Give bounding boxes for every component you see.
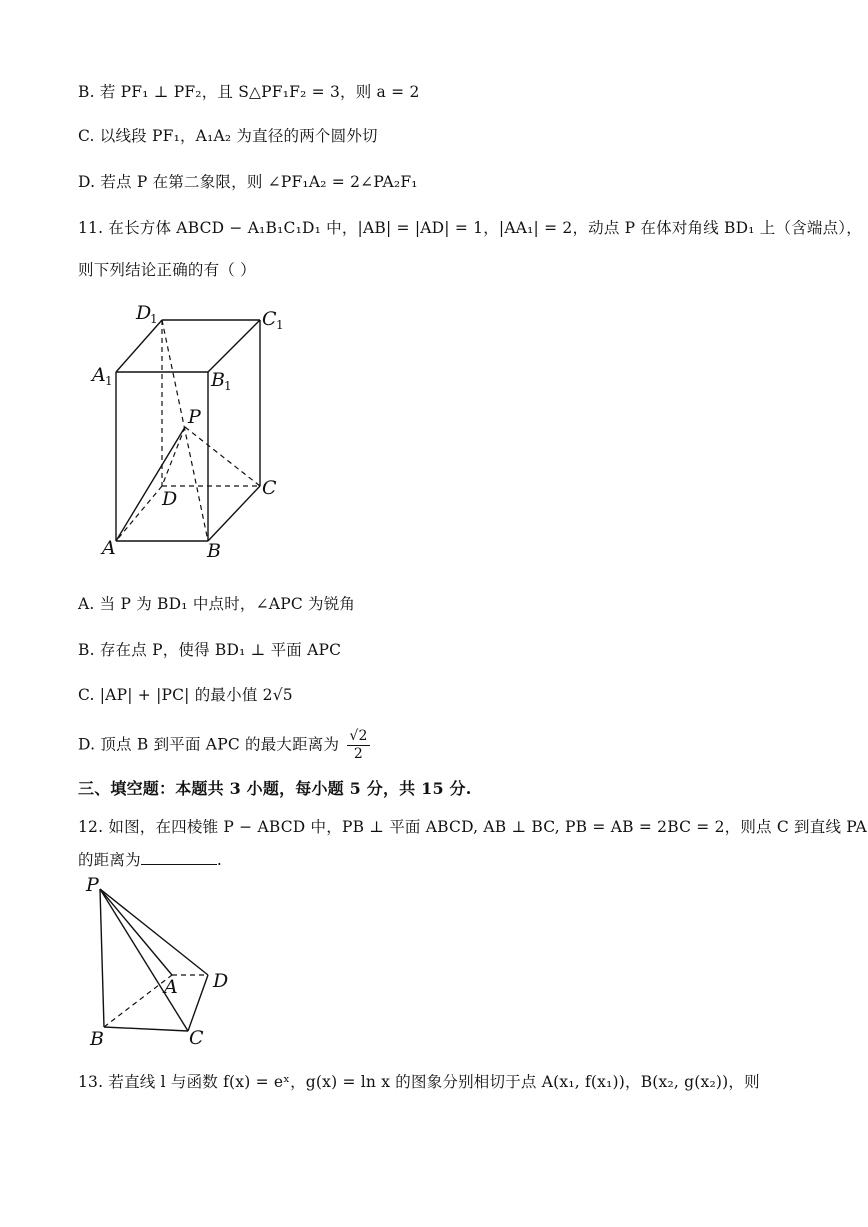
label-d1: D — [136, 302, 152, 324]
q12-pyramid-figure — [80, 875, 250, 1055]
label-p: P — [86, 875, 99, 896]
label-a1: A — [92, 364, 106, 386]
label-d: D — [213, 970, 229, 992]
label-b: B — [207, 540, 221, 562]
q10-option-d: D. 若点 P 在第二象限，则 ∠PF₁A₂ = 2∠PA₂F₁ — [78, 173, 418, 191]
q11-option-d — [78, 728, 370, 763]
q11-option-a: A. 当 P 为 BD₁ 中点时，∠APC 为锐角 — [78, 595, 356, 613]
answer-blank — [141, 850, 217, 865]
label-d: D — [162, 488, 178, 510]
q11-cuboid-figure — [90, 295, 310, 565]
label-c1-sub: 1 — [276, 318, 284, 332]
fraction-denominator: 2 — [353, 746, 364, 762]
q11-stem-line1: 11. 在长方体 ABCD − A₁B₁C₁D₁ 中，|AB| = |AD| = 1，|AA₁| = 2，动点 P 在体对角线 BD₁ 上（含端点）， — [78, 219, 862, 237]
fraction-numerator: √2 — [349, 728, 368, 744]
q11-option-d-fraction — [347, 728, 369, 763]
q10-option-c: C. 以线段 PF₁，A₁A₂ 为直径的两个圆外切 — [78, 127, 378, 145]
q11-option-d-text: D. 顶点 B 到平面 APC 的最大距离为 — [78, 735, 340, 754]
label-c: C — [189, 1027, 204, 1049]
label-b1-sub: 1 — [224, 379, 232, 393]
label-d1-sub: 1 — [150, 312, 158, 326]
label-a: A — [164, 976, 178, 998]
q12-stem-line2-prefix: 的距离为 — [78, 851, 141, 869]
q12-stem-line2-suffix: . — [216, 851, 222, 869]
label-a: A — [102, 537, 116, 559]
label-c1: C — [262, 308, 277, 330]
q13-stem-line1: 13. 若直线 l 与函数 f(x) = eˣ，g(x) = ln x 的图象分别相切于点 A(x₁, f(x₁))，B(x₂, g(x₂))，则 — [78, 1073, 760, 1091]
q12-stem-line1: 12. 如图，在四棱锥 P − ABCD 中，PB ⊥ 平面 ABCD, AB ⊥ BC, PB = AB = 2BC = 2，则点 C 到直线 PA — [78, 818, 867, 836]
label-a1-sub: 1 — [105, 374, 113, 388]
q11-option-c: C. |AP| + |PC| 的最小值 2√5 — [78, 686, 293, 704]
label-b1: B — [211, 369, 225, 391]
q11-stem-line2: 则下列结论正确的有（ ） — [78, 261, 256, 279]
q10-option-b: B. 若 PF₁ ⊥ PF₂，且 S△PF₁F₂ = 3，则 a = 2 — [78, 83, 420, 101]
label-c: C — [262, 477, 277, 499]
q11-option-b: B. 存在点 P，使得 BD₁ ⊥ 平面 APC — [78, 641, 342, 659]
label-b: B — [90, 1028, 104, 1050]
label-p: P — [188, 406, 201, 428]
section3-heading: 三、填空题：本题共 3 小题，每小题 5 分，共 15 分. — [78, 779, 472, 798]
q12-stem-line2 — [78, 848, 222, 870]
